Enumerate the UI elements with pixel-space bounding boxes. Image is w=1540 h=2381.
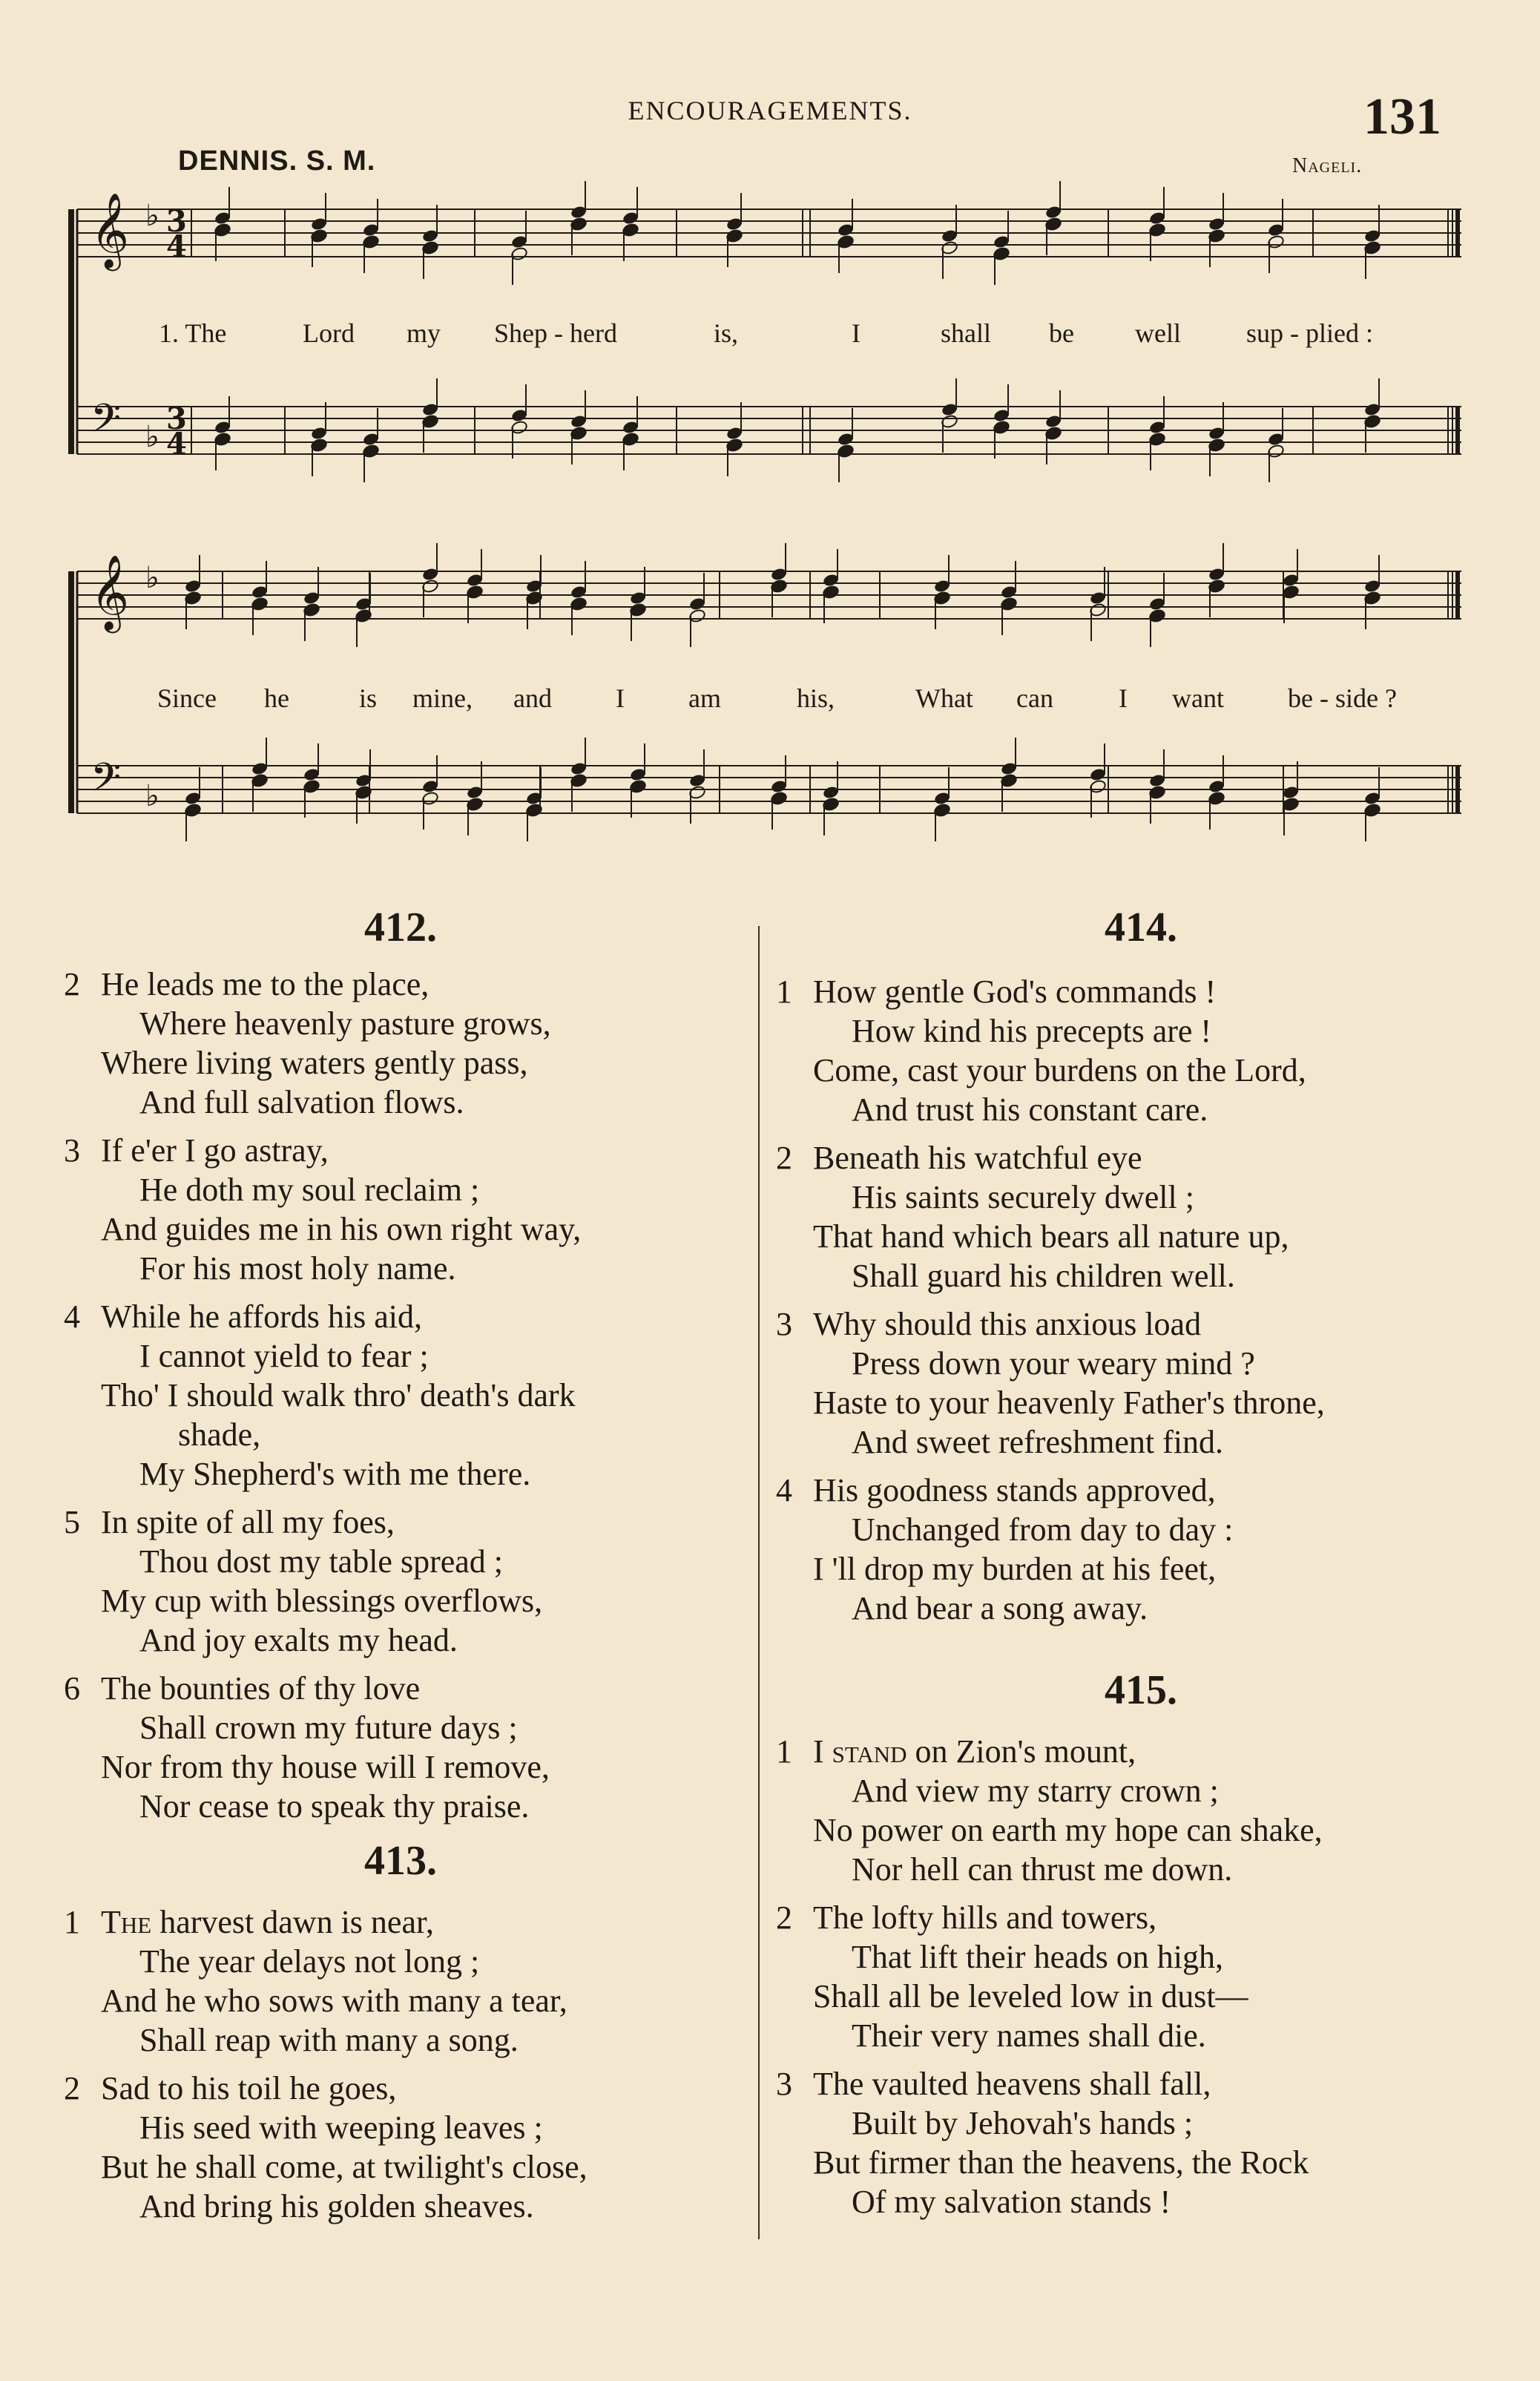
- stanza-line: And bear a song away.: [852, 1590, 1148, 1626]
- lyric-syllable: is,: [714, 318, 739, 348]
- time-signature: 3: [166, 204, 187, 239]
- stanza-line: The vaulted heavens shall fall,: [813, 2066, 1211, 2102]
- lyric-syllable: be: [1049, 318, 1074, 348]
- stanza-line: Where living waters gently pass,: [101, 1045, 528, 1081]
- stanza: [776, 1898, 1248, 2055]
- lyric-syllable: my: [407, 318, 441, 348]
- stanza-line: For his most holy name.: [139, 1250, 456, 1287]
- stanza-line: But firmer than the heavens, the Rock: [813, 2144, 1309, 2181]
- stanza: [64, 965, 551, 1122]
- final-bar: [1455, 209, 1460, 257]
- stanza-line: The lofty hills and towers,: [813, 1899, 1157, 1936]
- stanza-line: Shall guard his children well.: [852, 1258, 1235, 1294]
- stanza: [64, 1131, 582, 1288]
- composer-name: Nageli.: [1292, 154, 1363, 177]
- lyric-syllable: well: [1135, 318, 1181, 348]
- stanza: [64, 2069, 588, 2226]
- stanza-number: 3: [64, 1132, 80, 1169]
- stanza-number: 6: [64, 1670, 80, 1707]
- stanza-line: And view my starry crown ;: [852, 1773, 1219, 1809]
- stanza-line: Unchanged from day to day :: [852, 1511, 1234, 1548]
- final-bar: [1455, 571, 1460, 619]
- stanza-number: 1: [776, 1733, 792, 1770]
- stanza-line: Press down your weary mind ?: [852, 1345, 1255, 1382]
- stanza-number: 2: [64, 966, 80, 1002]
- music-score: [0, 0, 1540, 883]
- stanza-line: Sad to his toil he goes,: [101, 2070, 397, 2106]
- lyric-syllable: am: [688, 683, 721, 713]
- hymn-number-412: 412.: [364, 904, 437, 950]
- lyric-syllable: he: [264, 683, 289, 713]
- stanza-line: His saints securely dwell ;: [852, 1179, 1194, 1215]
- stanza-line: Haste to your heavenly Father's throne,: [813, 1385, 1325, 1421]
- stanza-line: Nor cease to speak thy praise.: [139, 1788, 530, 1825]
- tune-name: DENNIS. S. M.: [178, 145, 376, 177]
- bass-clef-icon: 𝄢: [91, 755, 122, 810]
- stanza-line: Nor hell can thrust me down.: [852, 1851, 1233, 1888]
- stanza-line: And trust his constant care.: [852, 1091, 1208, 1128]
- lyric-syllable: is: [359, 683, 378, 713]
- stanza-line: Tho' I should walk thro' death's dark: [101, 1377, 576, 1413]
- stanza-line: I 'll drop my burden at his feet,: [813, 1551, 1217, 1587]
- stanza: [64, 1669, 550, 1826]
- bass-clef-icon: 𝄢: [91, 396, 122, 451]
- lyric-syllable: can: [1016, 683, 1053, 713]
- stanza-line: Of my salvation stands !: [852, 2184, 1171, 2220]
- lyric-syllable: What: [915, 683, 973, 713]
- stanza-line: Where heavenly pasture grows,: [139, 1005, 551, 1042]
- stanza-number: 2: [64, 2070, 80, 2106]
- stanza-line: Built by Jehovah's hands ;: [852, 2105, 1194, 2141]
- stanza: [64, 1902, 567, 2060]
- treble-clef-icon: 𝄞: [91, 554, 130, 630]
- lyric-syllable: Shep - herd: [494, 318, 617, 348]
- lyric-syllable: I: [616, 683, 625, 713]
- stanza-line: My cup with blessings overflows,: [101, 1583, 543, 1619]
- stanza-line: shade,: [178, 1416, 261, 1453]
- stanza-line: Shall reap with many a song.: [139, 2022, 519, 2058]
- time-signature: 3: [166, 401, 187, 436]
- stanza-line: That lift their heads on high,: [852, 1939, 1223, 1975]
- stanza: [64, 1503, 543, 1660]
- stanza-line: And joy exalts my head.: [139, 1622, 458, 1658]
- stanza-line: Come, cast your burdens on the Lord,: [813, 1052, 1306, 1088]
- stanza-line: He doth my soul reclaim ;: [139, 1172, 480, 1208]
- stanza-number: 4: [64, 1298, 80, 1335]
- lyric-syllable: mine,: [412, 683, 473, 713]
- stanza-line: Thou dost my table spread ;: [139, 1543, 504, 1580]
- stanza-line: That hand which bears all nature up,: [813, 1218, 1289, 1255]
- stanza-number: 2: [776, 1140, 792, 1176]
- hymn-number-413: 413.: [364, 1838, 437, 1884]
- stanza-number: 5: [64, 1504, 80, 1540]
- stanza-line: [813, 1732, 1323, 1771]
- stanza-line: The year delays not long ;: [139, 1943, 480, 1980]
- stanza-number: 4: [776, 1472, 792, 1508]
- stanza-line: But he shall come, at twilight's close,: [101, 2149, 588, 2185]
- stanza-line: No power on earth my hope can shake,: [813, 1812, 1323, 1848]
- page-number: 131: [1363, 88, 1441, 145]
- stanza-line: And guides me in his own right way,: [101, 1211, 582, 1247]
- treble-clef-icon: 𝄞: [91, 191, 130, 268]
- stanza-line: His seed with weeping leaves ;: [139, 2109, 543, 2146]
- stanza-line: Beneath his watchful eye: [813, 1140, 1142, 1176]
- column-divider: [758, 926, 760, 2239]
- lyric-syllable: sup - plied :: [1246, 318, 1373, 348]
- stanza-number: 2: [776, 1899, 792, 1936]
- flat-icon: ♭: [145, 420, 159, 454]
- lyric-syllable: be - side ?: [1288, 683, 1397, 713]
- stanza-line: I cannot yield to fear ;: [139, 1338, 429, 1374]
- stanza: [776, 972, 1306, 1129]
- stanza-line: My Shepherd's with me there.: [139, 1456, 531, 1492]
- stanza: [776, 1304, 1325, 1462]
- stanza-line: The bounties of thy love: [101, 1670, 421, 1707]
- stanza-line: [101, 1902, 567, 1942]
- lyric-syllable: 1. The: [159, 318, 227, 348]
- stanza-line: Nor from thy house will I remove,: [101, 1749, 550, 1785]
- flat-icon: ♭: [145, 199, 159, 233]
- first-word: The: [101, 1904, 152, 1940]
- stanza-line: And bring his golden sheaves.: [139, 2188, 534, 2224]
- system-brace: [68, 209, 74, 454]
- stanza-line: He leads me to the place,: [101, 966, 430, 1002]
- lyric-syllable: shall: [941, 318, 991, 348]
- stanza-line: How kind his precepts are !: [852, 1013, 1212, 1049]
- running-head: ENCOURAGEMENTS.: [628, 96, 912, 125]
- flat-icon: ♭: [145, 779, 159, 813]
- stanza-number: 3: [776, 1306, 792, 1342]
- stanza-line: Shall all be leveled low in dust—: [813, 1978, 1248, 2014]
- stanza-line: If e'er I go astray,: [101, 1132, 329, 1169]
- stanza-number: 1: [64, 1904, 80, 1940]
- stanza-line: Their very names shall die.: [852, 2017, 1206, 2054]
- system-brace: [68, 571, 74, 813]
- stanza: [776, 1138, 1289, 1295]
- stanza-line: In spite of all my foes,: [101, 1504, 395, 1540]
- stanza-line: And full salvation flows.: [139, 1084, 464, 1120]
- lyric-syllable: Since: [157, 683, 217, 713]
- stanza-line: How gentle God's commands !: [813, 973, 1217, 1010]
- line-text: harvest dawn is near,: [151, 1904, 434, 1940]
- final-bar: [1455, 407, 1460, 454]
- time-signature: 4: [166, 427, 187, 462]
- lyric-syllable: his,: [797, 683, 835, 713]
- stanza-number: 1: [776, 973, 792, 1010]
- lyric-syllable: want: [1172, 683, 1224, 713]
- stanza-line: And he who sows with many a tear,: [101, 1983, 567, 2019]
- final-bar: [1455, 766, 1460, 813]
- lyric-syllable: and: [513, 683, 552, 713]
- hymn-number-415: 415.: [1105, 1667, 1177, 1713]
- time-signature: 4: [166, 229, 187, 264]
- lyric-syllable: Lord: [303, 318, 355, 348]
- lyric-syllable: I: [852, 318, 861, 348]
- stanza-line: And sweet refreshment find.: [852, 1424, 1223, 1460]
- stanza: [64, 1297, 576, 1494]
- stanza-number: 3: [776, 2066, 792, 2102]
- stanza-line: Why should this anxious load: [813, 1306, 1202, 1342]
- flat-icon: ♭: [145, 561, 159, 595]
- stanza-line: While he affords his aid,: [101, 1298, 422, 1335]
- stanza-line: His goodness stands approved,: [813, 1472, 1216, 1508]
- first-word: I stand: [813, 1733, 907, 1770]
- stanza-line: Shall crown my future days ;: [139, 1710, 518, 1746]
- stanza: [776, 2064, 1309, 2221]
- line-text: on Zion's mount,: [906, 1733, 1136, 1770]
- stanza: [776, 1471, 1234, 1628]
- stanza: [776, 1732, 1323, 1889]
- hymn-number-414: 414.: [1105, 904, 1177, 950]
- lyric-syllable: I: [1119, 683, 1128, 713]
